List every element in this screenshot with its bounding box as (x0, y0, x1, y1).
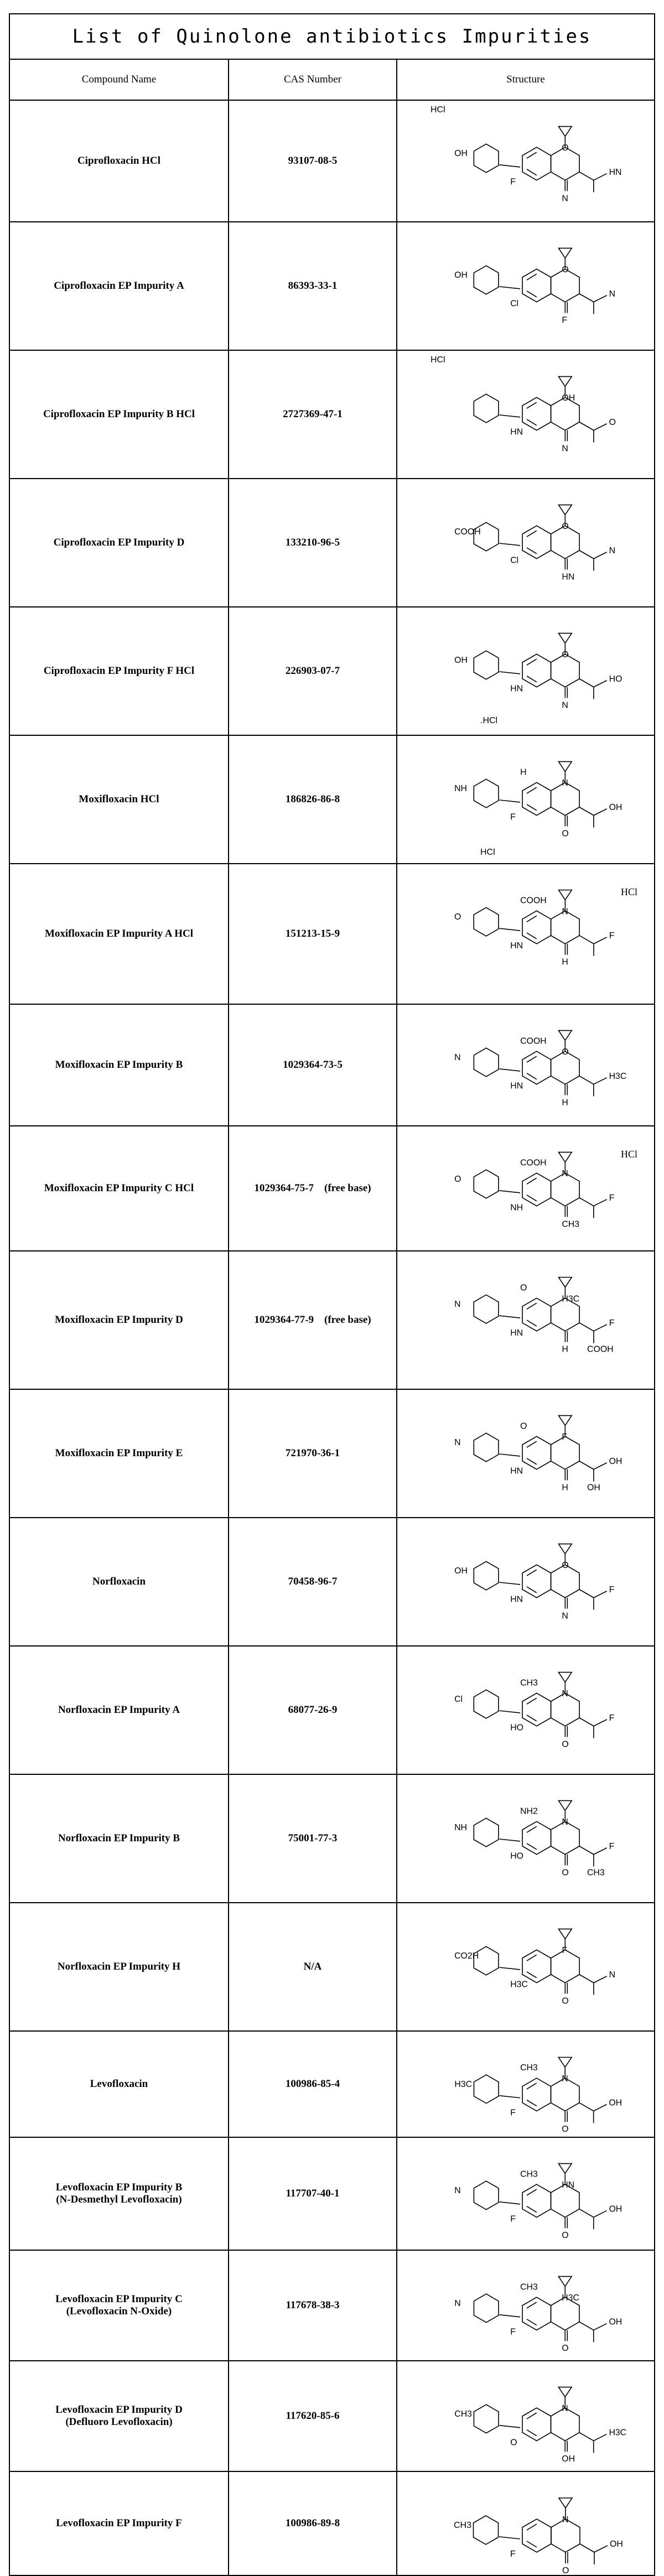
amine-ring (474, 1433, 499, 1462)
molecule-skeleton (474, 633, 606, 699)
structure-diagram (397, 1390, 654, 1517)
molecule-skeleton (474, 1416, 606, 1482)
ring (522, 654, 551, 687)
atom-label: N (562, 907, 568, 917)
atom-label: NH (454, 1823, 468, 1833)
atom-label: CH3 (454, 2409, 472, 2419)
atom-label: CH3 (520, 2169, 538, 2179)
atom-label: HN (562, 572, 575, 582)
atom-label: H3C (562, 1294, 580, 1304)
cas-number: 1029364-77-9 (free base) (229, 1251, 397, 1389)
table-header-row (10, 60, 654, 101)
atom-label: Cl (454, 1695, 463, 1705)
structure-diagram (397, 1775, 654, 1902)
atom-label: N (562, 1817, 568, 1827)
compound-name: Ciprofloxacin EP Impurity F HCl (10, 607, 229, 735)
structure-diagram (397, 607, 654, 735)
table-row (10, 1005, 654, 1126)
structure-cell (397, 2032, 654, 2137)
atom-label: N (562, 778, 568, 788)
atom-label: O (454, 1175, 461, 1185)
molecule-skeleton (474, 1801, 606, 1867)
structure-diagram (397, 1126, 654, 1250)
compound-name: Moxifloxacin EP Impurity E (10, 1390, 229, 1517)
molecule-skeleton (474, 1277, 607, 1343)
structure-cell (397, 1775, 654, 1902)
amine-ring (474, 907, 499, 936)
atom-label: OH (454, 1566, 468, 1576)
amine-ring (474, 144, 499, 173)
amine-ring (474, 1561, 499, 1590)
table-row (10, 2138, 654, 2251)
molecule-skeleton (474, 2164, 606, 2230)
molecule-skeleton (474, 505, 606, 571)
molecule-skeleton (474, 2387, 606, 2453)
structure-diagram (397, 1251, 654, 1389)
atom-label: OH (609, 2539, 623, 2549)
amine-ring (474, 651, 499, 679)
atom-label: F (609, 1193, 615, 1203)
atom-label: HO (510, 1851, 524, 1861)
table-row (10, 736, 654, 864)
table-row (10, 101, 654, 222)
atom-label: HN (510, 941, 523, 951)
atom-label: COOH (587, 1344, 614, 1354)
amine-ring (474, 779, 499, 808)
salt-label: HCl (620, 1149, 637, 1160)
atom-label: N (562, 444, 568, 454)
cas-number: 100986-85-4 (229, 2032, 397, 2137)
ring (522, 911, 551, 944)
atom-label: F (562, 1432, 568, 1442)
atom-label: H3C (510, 1980, 528, 1990)
amine-ring (473, 2516, 498, 2544)
structure-diagram (397, 1903, 654, 2030)
table-row (10, 479, 654, 607)
table-row (10, 2032, 654, 2138)
structure-diagram (397, 101, 654, 221)
atom-label: F (562, 1946, 568, 1956)
structure-cell (397, 1251, 654, 1389)
molecule-skeleton (474, 248, 606, 314)
atom-label: N (454, 2298, 461, 2308)
cas-number: 226903-07-7 (229, 607, 397, 735)
atom-label: H3C (609, 1071, 627, 1081)
cas-number: 1029364-75-7 (free base) (229, 1126, 397, 1250)
salt-label: .HCl (480, 716, 498, 725)
atom-label: O (609, 417, 616, 427)
structure-cell (397, 607, 654, 735)
atom-label: F (510, 812, 516, 822)
atom-label: H (520, 767, 527, 777)
structure-cell (397, 1647, 654, 1774)
table-row (10, 1775, 654, 1903)
salt-label: HCl (430, 105, 445, 115)
structure-diagram (397, 736, 654, 863)
amine-ring (474, 1048, 499, 1077)
atom-label: OH (609, 2204, 622, 2214)
cas-number: 151213-15-9 (229, 864, 397, 1004)
cas-number: 68077-26-9 (229, 1647, 397, 1774)
structure-diagram (397, 222, 654, 350)
header-structure: Structure (506, 74, 545, 85)
atom-label: OH (562, 393, 575, 403)
table-row (10, 607, 654, 736)
compound-name: Moxifloxacin EP Impurity D (10, 1251, 229, 1389)
atom-label: COOH (520, 1158, 547, 1168)
molecule-skeleton (474, 1673, 606, 1738)
atom-label: O (454, 912, 461, 922)
cas-number: 117620-85-6 (229, 2361, 397, 2471)
atom-label: F (510, 2108, 516, 2118)
atom-label: N (454, 1053, 461, 1063)
atom-label: O (562, 2566, 569, 2575)
structure-cell (397, 101, 654, 221)
table-row (10, 864, 654, 1005)
atom-label: COOH (520, 896, 547, 906)
structure-cell (397, 1903, 654, 2030)
atom-label: O (520, 1283, 527, 1293)
atom-label: F (510, 177, 516, 187)
amine-ring (474, 394, 499, 423)
amine-ring (474, 1690, 499, 1718)
atom-label: HO (510, 1723, 524, 1733)
atom-label: HN (510, 427, 523, 437)
structure-diagram (397, 479, 654, 606)
impurity-table (9, 13, 655, 2576)
structure-cell (397, 736, 654, 863)
salt-label: HCl (430, 355, 445, 365)
atom-label: CH3 (520, 2063, 538, 2073)
compound-name: Norfloxacin (10, 1518, 229, 1645)
structure-cell (397, 2138, 654, 2250)
compound-name: Moxifloxacin EP Impurity A HCl (10, 864, 229, 1004)
structure-cell (397, 2251, 654, 2360)
table-body (10, 101, 654, 2575)
atom-label: F (510, 2549, 516, 2559)
structure-diagram (397, 1518, 654, 1645)
structure-cell (397, 1005, 654, 1125)
compound-name: Levofloxacin (10, 2032, 229, 2137)
atom-label: CO2H (454, 1951, 479, 1961)
atom-label: O (562, 1739, 569, 1749)
atom-label: F (562, 315, 568, 325)
amine-ring (474, 2075, 499, 2103)
atom-label: OH (562, 2454, 575, 2464)
cas-number: 2727369-47-1 (229, 351, 397, 478)
atom-label: OH (609, 2098, 622, 2108)
table-row (10, 1518, 654, 1647)
atom-label: COOH (520, 1036, 547, 1046)
atom-label: OH (454, 271, 468, 281)
table-row (10, 1390, 654, 1518)
cas-number: 1029364-73-5 (229, 1005, 397, 1125)
atom-label: H3C (562, 2293, 579, 2303)
cas-number: 133210-96-5 (229, 479, 397, 606)
atom-label: O (562, 265, 569, 275)
amine-ring (474, 2404, 499, 2433)
atom-label: CH3 (520, 2282, 538, 2292)
atom-label: OH (587, 1483, 600, 1493)
structure-diagram (397, 2472, 654, 2575)
atom-label: O (562, 2344, 569, 2354)
structure-cell (397, 864, 654, 1004)
structure-cell (397, 1126, 654, 1250)
atom-label: F (510, 2327, 516, 2337)
compound-name: Levofloxacin EP Impurity B (N-Desmethyl Levofloxacin) (10, 2138, 229, 2250)
structure-diagram (397, 1005, 654, 1125)
compound-name: Ciprofloxacin EP Impurity D (10, 479, 229, 606)
atom-label: HN (510, 1466, 523, 1476)
atom-label: O (562, 1868, 569, 1878)
header-compound-name: Compound Name (10, 60, 229, 100)
atom-label: N (609, 289, 616, 299)
atom-label: CH3 (520, 1678, 538, 1688)
atom-label: HN (510, 1328, 523, 1338)
atom-label: N (562, 2074, 568, 2084)
table-row (10, 2472, 654, 2575)
atom-label: COOH (454, 527, 481, 537)
cas-number: 75001-77-3 (229, 1775, 397, 1902)
structure-diagram (397, 2138, 654, 2250)
atom-label: F (609, 1318, 615, 1328)
compound-name: Norfloxacin EP Impurity A (10, 1647, 229, 1774)
structure-cell (397, 1390, 654, 1517)
compound-name: Levofloxacin EP Impurity F (10, 2472, 229, 2575)
table-row (10, 1251, 654, 1390)
atom-label: NH2 (520, 1806, 538, 1816)
header-cas-number: CAS Number (229, 60, 397, 100)
table-row (10, 351, 654, 479)
salt-label: HCl (620, 886, 637, 897)
atom-label: H (562, 1098, 568, 1108)
atom-label: OH (609, 802, 622, 812)
atom-label: N (454, 1438, 461, 1448)
structure-diagram (397, 351, 654, 478)
atom-label: OH (609, 1456, 622, 1466)
atom-label: O (562, 650, 569, 660)
cas-number: 100986-89-8 (229, 2472, 397, 2575)
cas-number: 70458-96-7 (229, 1518, 397, 1645)
cas-number: 117707-40-1 (229, 2138, 397, 2250)
molecule-skeleton (474, 762, 606, 828)
atom-label: F (609, 1585, 615, 1595)
compound-name: Ciprofloxacin EP Impurity A (10, 222, 229, 350)
compound-name: Moxifloxacin HCl (10, 736, 229, 863)
structure-cell (397, 2472, 654, 2575)
cas-number: 93107-08-5 (229, 101, 397, 221)
molecule-skeleton (474, 127, 606, 193)
atom-label: Cl (510, 555, 519, 565)
cas-number: N/A (229, 1903, 397, 2030)
molecule-skeleton (473, 2498, 607, 2564)
atom-label: NH (454, 784, 468, 794)
structure-diagram (397, 2251, 654, 2360)
ring (522, 782, 551, 815)
compound-name: Levofloxacin EP Impurity C (Levofloxacin N-Oxide) (10, 2251, 229, 2360)
cas-number: 186826-86-8 (229, 736, 397, 863)
compound-name: Ciprofloxacin EP Impurity B HCl (10, 351, 229, 478)
compound-name: Norfloxacin EP Impurity B (10, 1775, 229, 1902)
molecule-skeleton (474, 2058, 606, 2123)
structure-cell (397, 479, 654, 606)
atom-label: O (562, 829, 569, 839)
molecule-skeleton (474, 2277, 606, 2343)
atom-label: NH (510, 1203, 523, 1213)
compound-name: Moxifloxacin EP Impurity B (10, 1005, 229, 1125)
atom-label: O (562, 2231, 569, 2241)
structure-cell (397, 222, 654, 350)
atom-label: HN (510, 1595, 523, 1604)
structure-cell (397, 1518, 654, 1645)
structure-cell (397, 2361, 654, 2471)
structure-diagram (397, 2032, 654, 2137)
compound-name: Ciprofloxacin HCl (10, 101, 229, 221)
atom-label: HN (609, 167, 622, 177)
atom-label: N (562, 700, 568, 710)
atom-label: F (609, 931, 615, 941)
atom-label: H (562, 1344, 568, 1354)
atom-label: O (562, 2125, 569, 2134)
atom-label: H3C (454, 2079, 473, 2089)
atom-label: N (562, 2515, 569, 2525)
cas-number: 117678-38-3 (229, 2251, 397, 2360)
cas-number: 721970-36-1 (229, 1390, 397, 1517)
atom-label: HN (510, 1081, 523, 1091)
atom-label: H (562, 957, 568, 967)
atom-label: F (609, 1713, 615, 1723)
atom-label: O (510, 2438, 517, 2448)
atom-label: N (609, 1970, 616, 1980)
salt-label: HCl (480, 848, 495, 857)
atom-label: N (562, 1169, 568, 1179)
atom-label: O (562, 522, 569, 532)
atom-label: OH (454, 149, 468, 159)
table-row (10, 222, 654, 351)
atom-label: H (562, 1483, 568, 1493)
amine-ring (474, 2294, 499, 2322)
atom-label: CH3 (562, 1219, 580, 1229)
atom-label: N (562, 2404, 568, 2414)
table-row (10, 1126, 654, 1251)
atom-label: F (510, 2214, 516, 2224)
amine-ring (474, 2181, 499, 2209)
atom-label: N (562, 1689, 568, 1699)
atom-label: N (562, 1611, 568, 1621)
atom-label: F (609, 1841, 615, 1851)
structure-cell (397, 351, 654, 478)
atom-label: N (609, 546, 616, 555)
atom-label: OH (454, 656, 468, 666)
atom-label: CH3 (454, 2521, 472, 2530)
table-title: List of Quinolone antibiotics Impurities (10, 14, 654, 60)
amine-ring (474, 1170, 499, 1198)
structure-diagram (397, 2361, 654, 2471)
amine-ring (474, 1295, 499, 1323)
structure-diagram (397, 1647, 654, 1774)
atom-label: O (562, 143, 569, 153)
atom-label: O (562, 1561, 569, 1571)
compound-name: Moxifloxacin EP Impurity C HCl (10, 1126, 229, 1250)
atom-label: Cl (510, 299, 519, 309)
atom-label: O (562, 1996, 569, 2006)
atom-label: HO (609, 674, 622, 684)
atom-label: OH (609, 2317, 622, 2327)
atom-label: O (520, 1421, 527, 1431)
molecule-skeleton (474, 377, 606, 443)
atom-label: HN (562, 2180, 575, 2190)
atom-label: CH3 (587, 1868, 605, 1878)
amine-ring (474, 266, 499, 294)
compound-name: Levofloxacin EP Impurity D (Defluoro Levofloxacin) (10, 2361, 229, 2471)
atom-label: HN (510, 684, 523, 694)
amine-ring (474, 1818, 499, 1847)
atom-label: N (454, 1300, 461, 1310)
molecule-skeleton (474, 1929, 606, 1995)
table-row (10, 2361, 654, 2472)
table-row (10, 1903, 654, 2032)
table-row (10, 2251, 654, 2361)
atom-label: N (562, 194, 568, 204)
atom-label: O (562, 1047, 569, 1057)
atom-label: H3C (609, 2428, 627, 2438)
table-row (10, 1647, 654, 1775)
molecule-skeleton (474, 1544, 606, 1610)
structure-diagram (397, 864, 654, 1004)
atom-label: N (454, 2186, 461, 2196)
cas-number: 86393-33-1 (229, 222, 397, 350)
compound-name: Norfloxacin EP Impurity H (10, 1903, 229, 2030)
